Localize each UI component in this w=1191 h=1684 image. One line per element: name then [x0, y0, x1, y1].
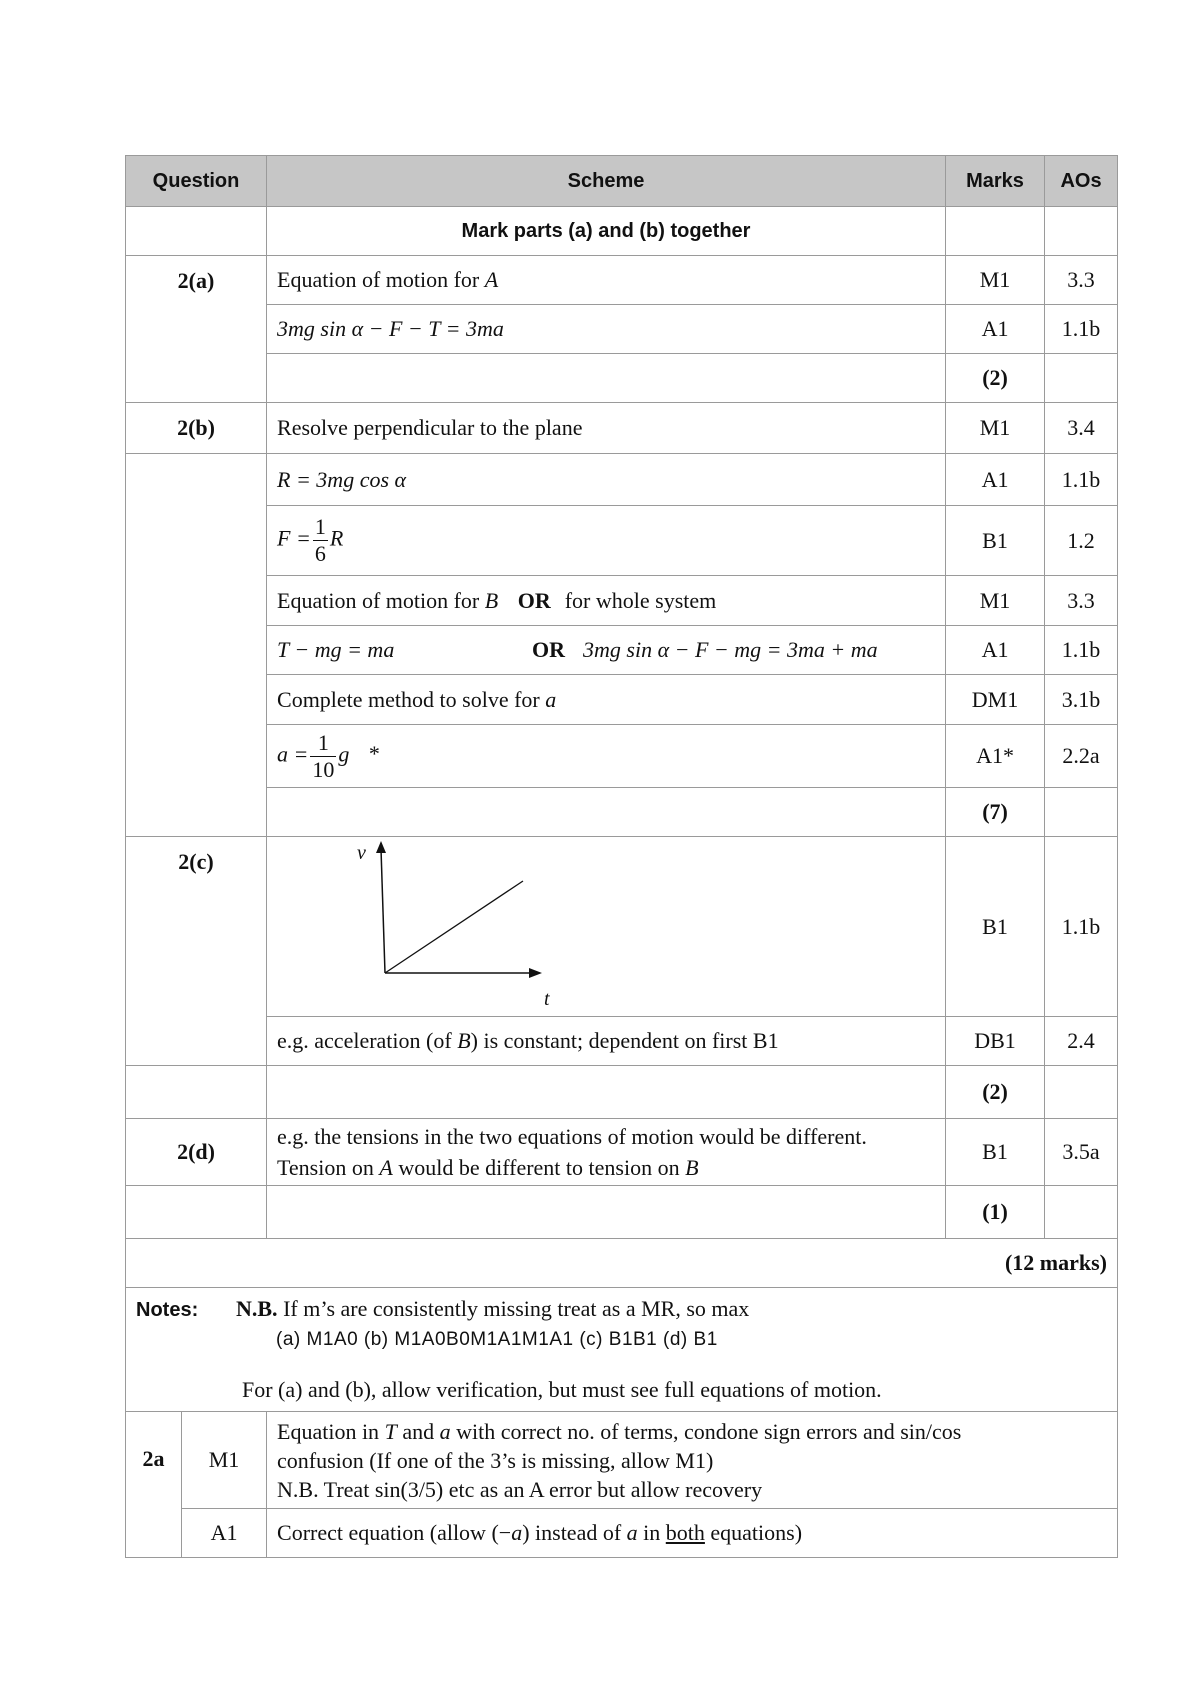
part-d-row-1: [126, 1119, 1118, 1186]
notes-cell: [126, 1288, 1118, 1412]
part-a-ao-2: 1.1b: [1045, 305, 1118, 354]
part-b-mark-6: DM1: [946, 675, 1045, 725]
notes-line-2: (a) M1A0 (b) M1A0B0M1A1M1A1 (c) B1B1 (d) B1: [276, 1329, 718, 1350]
part-b-row-2: [126, 454, 1118, 506]
part-b-result: a = $\frac{1}{10}$ g *: [267, 725, 946, 788]
detail-a1-row: [126, 1509, 1118, 1558]
detail-m1-row: [126, 1412, 1118, 1509]
part-d-total: (1): [946, 1186, 1045, 1239]
header-scheme: Scheme: [267, 156, 946, 207]
part-b-row-5: [126, 626, 1118, 675]
part-a-total-row: [126, 354, 1118, 403]
notes-row: [126, 1288, 1118, 1412]
fraction-one-tenth: $\frac{1}{10}$: [312, 729, 335, 782]
detail-a1-label: A1: [182, 1509, 267, 1558]
part-a-total: (2): [946, 354, 1045, 403]
part-b-question-blank: [126, 454, 267, 837]
part-b-row-7: [126, 725, 1118, 788]
part-a-scheme-1: Equation of motion for A: [267, 256, 946, 305]
part-b-ao-1: 3.4: [1045, 403, 1118, 454]
part-b-resolve: Resolve perpendicular to the plane: [267, 403, 946, 454]
part-b-ao-3: 1.2: [1045, 506, 1118, 576]
part-b-mark-5: A1: [946, 626, 1045, 675]
part-b-ao-4: 3.3: [1045, 576, 1118, 626]
notes-line-1: If m’s are consistently missing treat as a MR, so max: [283, 1296, 750, 1321]
notes-nb: N.B.: [236, 1296, 278, 1321]
part-b-motion-b: Equation of motion for B OR for whole system: [267, 576, 946, 626]
header-aos: AOs: [1045, 156, 1118, 207]
part-c-ao-1: 1.1b: [1045, 837, 1118, 1017]
detail-a1-text: Correct equation (allow (−a) instead of a in both equations): [267, 1509, 1118, 1558]
part-b-mark-2: A1: [946, 454, 1045, 506]
header-marks: Marks: [946, 156, 1045, 207]
part-d-ao-1: 3.5a: [1045, 1119, 1118, 1186]
part-a-row-2: [126, 305, 1118, 354]
grand-total: (12 marks): [126, 1239, 1118, 1288]
intro-row: [126, 207, 1118, 256]
grand-total-row: [126, 1239, 1118, 1288]
part-a-row-1: [126, 256, 1118, 305]
graph-velocity-line: [385, 881, 523, 973]
part-b-method: Complete method to solve for a: [267, 675, 946, 725]
part-c-reason: e.g. acceleration (of B) is constant; dependent on first B1: [267, 1017, 946, 1066]
part-c-row-1: [126, 837, 1118, 1017]
part-c-mark-2: DB1: [946, 1017, 1045, 1066]
part-b-ao-5: 1.1b: [1045, 626, 1118, 675]
part-d-label: 2(d): [126, 1119, 267, 1186]
v-axis-arrow-icon: [376, 841, 386, 853]
part-b-total-row: [126, 788, 1118, 837]
part-b-label: 2(b): [126, 403, 267, 454]
part-b-row-1: [126, 403, 1118, 454]
part-a-equation: 3mg sin α − F − T = 3ma: [267, 305, 946, 354]
graph-v-label: v: [357, 842, 366, 864]
detail-m1-label: M1: [182, 1412, 267, 1509]
part-a-ao-1: 3.3: [1045, 256, 1118, 305]
part-b-ao-2: 1.1b: [1045, 454, 1118, 506]
part-a-mark-1: M1: [946, 256, 1045, 305]
header-row: [126, 156, 1118, 207]
part-c-graph-cell: [267, 837, 946, 1017]
part-b-ao-7: 2.2a: [1045, 725, 1118, 788]
part-c-ao-2: 2.4: [1045, 1017, 1118, 1066]
part-b-row-6: [126, 675, 1118, 725]
part-b-mark-1: M1: [946, 403, 1045, 454]
part-b-ao-6: 3.1b: [1045, 675, 1118, 725]
part-b-reaction: R = 3mg cos α: [267, 454, 946, 506]
part-c-total: (2): [946, 1066, 1045, 1119]
part-c-label: 2(c): [126, 837, 267, 1066]
detail-question: 2a: [126, 1412, 182, 1558]
intro-text: Mark parts (a) and (b) together: [267, 207, 946, 256]
part-d-scheme: e.g. the tensions in the two equations of motion would be different. Tension on A would be different to tension on B: [267, 1119, 946, 1186]
part-a-mark-2: A1: [946, 305, 1045, 354]
t-axis-arrow-icon: [529, 968, 542, 978]
part-a-label: 2(a): [126, 256, 267, 403]
velocity-time-graph: [267, 837, 946, 1016]
mark-scheme-table: [125, 155, 1118, 1558]
part-b-friction: F = $\frac{1}{6}$ R: [267, 506, 946, 576]
part-c-total-row: [126, 1066, 1118, 1119]
part-b-mark-4: M1: [946, 576, 1045, 626]
part-b-equations: T − mg = ma OR 3mg sin α − F − mg = 3ma + ma: [267, 626, 946, 675]
graph-v-axis: [381, 849, 385, 973]
part-b-row-4: [126, 576, 1118, 626]
part-c-row-2: [126, 1017, 1118, 1066]
header-question: Question: [126, 156, 267, 207]
notes-line-3: For (a) and (b), allow verification, but must see full equations of motion.: [242, 1377, 882, 1402]
part-b-row-3: [126, 506, 1118, 576]
part-d-mark-1: B1: [946, 1119, 1045, 1186]
fraction-one-sixth: $\frac{1}{6}$: [314, 514, 326, 566]
part-d-total-row: [126, 1186, 1118, 1239]
detail-m1-text: Equation in T and a with correct no. of terms, condone sign errors and sin/cos confusion (If one of the 3’s is missing, allow M1) N.B. Treat sin(3/5) etc as an A error but allow recovery: [267, 1412, 1118, 1509]
notes-label: Notes:: [136, 1299, 199, 1321]
part-b-mark-7: A1*: [946, 725, 1045, 788]
graph-t-label: t: [544, 988, 550, 1010]
part-c-mark-1: B1: [946, 837, 1045, 1017]
part-b-mark-3: B1: [946, 506, 1045, 576]
part-b-total: (7): [946, 788, 1045, 837]
